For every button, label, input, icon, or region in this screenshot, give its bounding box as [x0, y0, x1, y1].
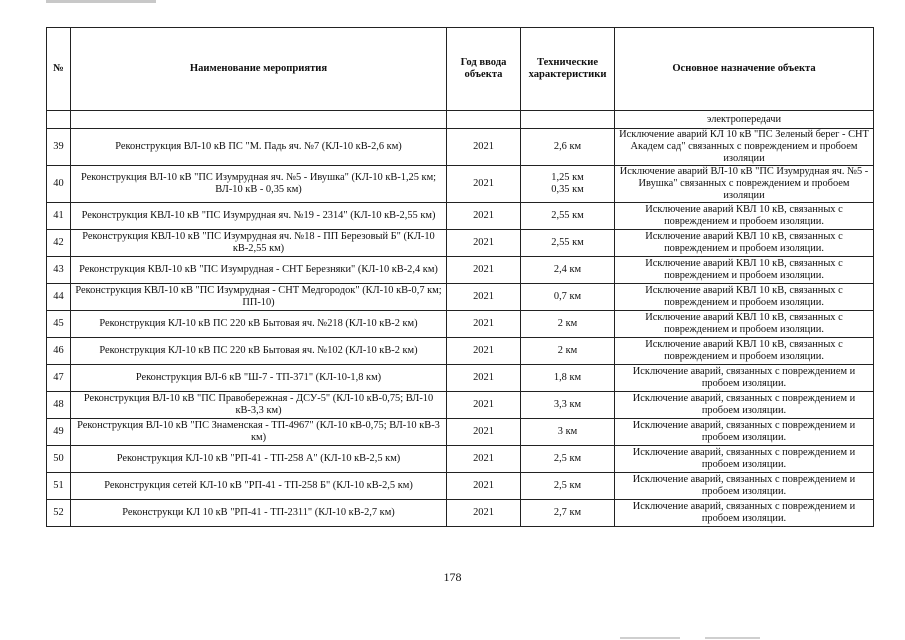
cell-tech: 2 км [521, 338, 615, 365]
cell-tech: 2,6 км [521, 129, 615, 166]
cell-purpose: Исключение аварий, связанных с повреждением и пробоем изоляции. [615, 392, 874, 419]
cell-tech: 2,55 км [521, 230, 615, 257]
cell-tech: 0,7 км [521, 284, 615, 311]
scan-edge-mark [620, 637, 680, 639]
cell-num: 52 [47, 500, 71, 527]
cell-name: Реконструкция КЛ-10 кВ ПС 220 кВ Бытовая яч. №102 (КЛ-10 кВ-2 км) [71, 338, 447, 365]
cell-name: Реконструкция КВЛ-10 кВ "ПС Изумрудная яч. №19 - 2314" (КЛ-10 кВ-2,55 км) [71, 203, 447, 230]
continuation-year [447, 111, 521, 129]
cell-tech: 2,4 км [521, 257, 615, 284]
cell-purpose: Исключение аварий КВЛ 10 кВ, связанных с повреждением и пробоем изоляции. [615, 203, 874, 230]
table-row [47, 203, 874, 230]
table-row [47, 392, 874, 419]
table-header-row [47, 28, 874, 111]
cell-tech: 2,7 км [521, 500, 615, 527]
cell-num: 42 [47, 230, 71, 257]
cell-num: 51 [47, 473, 71, 500]
cell-tech: 2 км [521, 311, 615, 338]
cell-purpose: Исключение аварий КВЛ 10 кВ, связанных с повреждением и пробоем изоляции. [615, 284, 874, 311]
cell-num: 39 [47, 129, 71, 166]
cell-name: Реконструкция ВЛ-10 кВ "ПС Изумрудная яч. №5 - Ивушка" (КЛ-10 кВ-1,25 км; ВЛ-10 кВ - 0,35 км) [71, 166, 447, 203]
table-row [47, 230, 874, 257]
table-row [47, 419, 874, 446]
header-name: Наименование мероприятия [71, 28, 447, 111]
table-row [47, 500, 874, 527]
table-row [47, 338, 874, 365]
scan-edge-mark [705, 637, 760, 639]
cell-purpose: Исключение аварий КВЛ 10 кВ, связанных с повреждением и пробоем изоляции. [615, 230, 874, 257]
cell-purpose: Исключение аварий, связанных с повреждением и пробоем изоляции. [615, 500, 874, 527]
continuation-name [71, 111, 447, 129]
cell-tech [521, 166, 615, 203]
table-row [47, 311, 874, 338]
table-row [47, 129, 874, 166]
cell-year: 2021 [447, 473, 521, 500]
cell-purpose: Исключение аварий КВЛ 10 кВ, связанных с повреждением и пробоем изоляции. [615, 257, 874, 284]
scan-edge-mark [46, 0, 156, 3]
cell-year: 2021 [447, 166, 521, 203]
cell-purpose: Исключение аварий, связанных с повреждением и пробоем изоляции. [615, 446, 874, 473]
cell-name: Реконструкция КВЛ-10 кВ "ПС Изумрудная яч. №18 - ПП Березовый Б" (КЛ-10 кВ-2,55 км) [71, 230, 447, 257]
continuation-purpose: электропередачи [615, 111, 874, 129]
cell-tech: 3,3 км [521, 392, 615, 419]
cell-name: Реконструкция КЛ-10 кВ ПС 220 кВ Бытовая яч. №218 (КЛ-10 кВ-2 км) [71, 311, 447, 338]
cell-purpose: Исключение аварий КВЛ 10 кВ, связанных с повреждением и пробоем изоляции. [615, 338, 874, 365]
cell-year: 2021 [447, 446, 521, 473]
cell-num: 50 [47, 446, 71, 473]
header-tech: Технические характеристики [521, 28, 615, 111]
cell-year: 2021 [447, 392, 521, 419]
cell-purpose: Исключение аварий, связанных с повреждением и пробоем изоляции. [615, 473, 874, 500]
cell-tech: 3 км [521, 419, 615, 446]
header-purpose: Основное назначение объекта [615, 28, 874, 111]
cell-year: 2021 [447, 284, 521, 311]
cell-year: 2021 [447, 338, 521, 365]
header-num: № [47, 28, 71, 111]
cell-tech-line: 0,35 км [551, 184, 584, 195]
table-row [47, 284, 874, 311]
cell-purpose: Исключение аварий КВЛ 10 кВ, связанных с повреждением и пробоем изоляции. [615, 311, 874, 338]
cell-year: 2021 [447, 311, 521, 338]
cell-purpose: Исключение аварий, связанных с повреждением и пробоем изоляции. [615, 365, 874, 392]
cell-year: 2021 [447, 500, 521, 527]
cell-name: Реконструкция КЛ-10 кВ "РП-41 - ТП-258 А" (КЛ-10 кВ-2,5 км) [71, 446, 447, 473]
measures-table [46, 27, 874, 527]
cell-year: 2021 [447, 203, 521, 230]
cell-num: 41 [47, 203, 71, 230]
cell-tech: 1,8 км [521, 365, 615, 392]
cell-num: 44 [47, 284, 71, 311]
cell-purpose: Исключение аварий, связанных с повреждением и пробоем изоляции. [615, 419, 874, 446]
cell-name: Реконструкция ВЛ-6 кВ "Ш-7 - ТП-371" (КЛ-10-1,8 км) [71, 365, 447, 392]
cell-name: Реконструкция КВЛ-10 кВ "ПС Изумрудная - СНТ Березняки" (КЛ-10 кВ-2,4 км) [71, 257, 447, 284]
table-row [47, 365, 874, 392]
cell-name: Реконструкция ВЛ-10 кВ "ПС Правобережная - ДСУ-5" (КЛ-10 кВ-0,75; ВЛ-10 кВ-3,3 км) [71, 392, 447, 419]
cell-year: 2021 [447, 257, 521, 284]
cell-tech: 2,5 км [521, 446, 615, 473]
cell-num: 40 [47, 166, 71, 203]
cell-name: Реконструкция ВЛ-10 кВ ПС "М. Падь яч. №7 (КЛ-10 кВ-2,6 км) [71, 129, 447, 166]
cell-year: 2021 [447, 365, 521, 392]
cell-num: 47 [47, 365, 71, 392]
cell-year: 2021 [447, 230, 521, 257]
cell-num: 48 [47, 392, 71, 419]
cell-num: 46 [47, 338, 71, 365]
cell-name: Реконструкция сетей КЛ-10 кВ "РП-41 - ТП-258 Б" (КЛ-10 кВ-2,5 км) [71, 473, 447, 500]
cell-purpose: Исключение аварий КЛ 10 кВ "ПС Зеленый берег - СНТ Академ сад" связанных с повреждением и пробоем изоляции [615, 129, 874, 166]
table-row [47, 446, 874, 473]
continuation-num [47, 111, 71, 129]
cell-name: Реконструкция ВЛ-10 кВ "ПС Знаменская - ТП-4967" (КЛ-10 кВ-0,75; ВЛ-10 кВ-3 км) [71, 419, 447, 446]
cell-purpose: Исключение аварий ВЛ-10 кВ "ПС Изумрудная яч. №5 - Ивушка" связанных с повреждением и пробоем изоляции [615, 166, 874, 203]
cell-num: 49 [47, 419, 71, 446]
cell-name: Реконструкция КВЛ-10 кВ "ПС Изумрудная - СНТ Медгородок" (КЛ-10 кВ-0,7 км; ПП-10) [71, 284, 447, 311]
cell-num: 45 [47, 311, 71, 338]
cell-tech-line: 1,25 км [551, 172, 584, 183]
continuation-row [47, 111, 874, 129]
header-year: Год ввода объекта [447, 28, 521, 111]
page-number: 178 [443, 570, 462, 584]
table-row [47, 166, 874, 203]
cell-tech: 2,55 км [521, 203, 615, 230]
cell-year: 2021 [447, 419, 521, 446]
cell-tech: 2,5 км [521, 473, 615, 500]
cell-num: 43 [47, 257, 71, 284]
continuation-tech [521, 111, 615, 129]
cell-year: 2021 [447, 129, 521, 166]
cell-name: Реконструкци КЛ 10 кВ "РП-41 - ТП-2311" (КЛ-10 кВ-2,7 км) [71, 500, 447, 527]
table-row [47, 473, 874, 500]
table-row [47, 257, 874, 284]
